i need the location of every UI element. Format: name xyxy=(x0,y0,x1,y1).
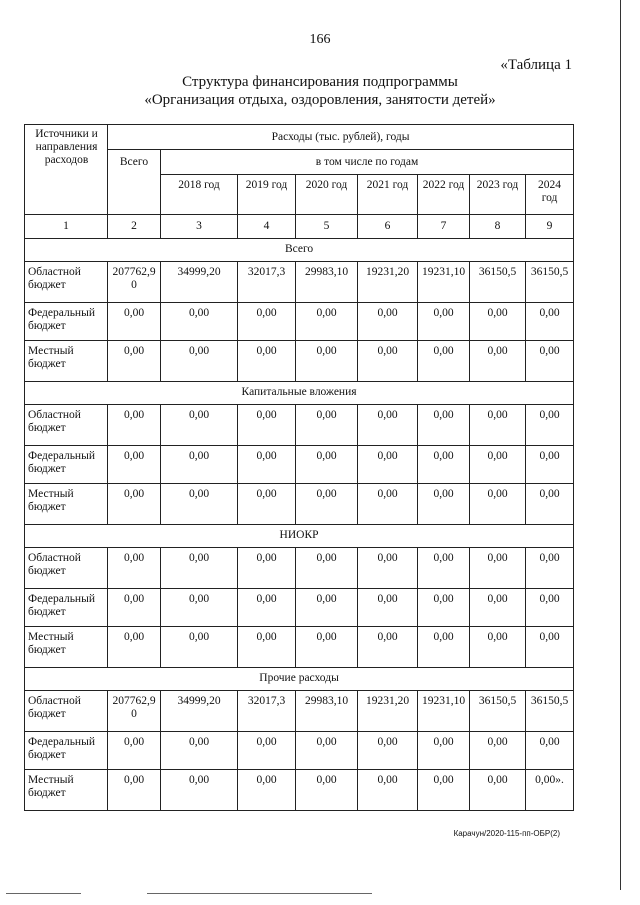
row-label: Федеральный бюджет xyxy=(25,446,108,484)
table-cell: 0,00 xyxy=(470,732,526,770)
title-line-2: «Организация отдыха, оздоровления, занятости детей» xyxy=(144,92,496,108)
table-cell: 0,00 xyxy=(470,627,526,668)
table-cell: 0,00 xyxy=(418,627,470,668)
row-label: Федеральный бюджет xyxy=(25,732,108,770)
table-cell: 0,00 xyxy=(358,548,418,589)
row-label: Федеральный бюджет xyxy=(25,303,108,341)
section-header-row xyxy=(25,382,574,405)
table-cell: 0,00 xyxy=(108,548,161,589)
table-cell: 34999,20 xyxy=(161,691,238,732)
table-cell: 0,00 xyxy=(526,341,574,382)
header-year: 2022 год xyxy=(418,175,470,215)
table-cell: 0,00 xyxy=(418,770,470,811)
header-by-year: в том числе по годам xyxy=(161,150,574,175)
table-cell: 0,00 xyxy=(526,589,574,627)
table-cell: 0,00 xyxy=(526,548,574,589)
table-cell: 0,00 xyxy=(418,303,470,341)
header-year: 2024 год xyxy=(526,175,574,215)
section-title: Капитальные вложения xyxy=(25,382,574,405)
table-cell: 0,00 xyxy=(296,484,358,525)
table-cell: 0,00 xyxy=(358,770,418,811)
table-cell: 0,00 xyxy=(296,303,358,341)
row-label: Областной бюджет xyxy=(25,262,108,303)
table-cell: 0,00 xyxy=(161,341,238,382)
table-cell: 0,00 xyxy=(108,303,161,341)
table-cell: 0,00 xyxy=(358,446,418,484)
table-cell: 0,00 xyxy=(296,405,358,446)
table-row xyxy=(25,303,574,341)
table-cell: 0,00 xyxy=(526,627,574,668)
table-cell: 0,00 xyxy=(161,732,238,770)
section-header-row xyxy=(25,525,574,548)
table-cell: 0,00 xyxy=(418,548,470,589)
table-cell: 19231,20 xyxy=(358,691,418,732)
column-number: 6 xyxy=(358,215,418,239)
column-number: 3 xyxy=(161,215,238,239)
table-cell: 0,00 xyxy=(418,405,470,446)
table-row xyxy=(25,548,574,589)
table-cell: 0,00 xyxy=(418,589,470,627)
header-expenses: Расходы (тыс. рублей), годы xyxy=(108,125,574,150)
table-cell: 0,00 xyxy=(296,627,358,668)
table-cell: 0,00 xyxy=(296,770,358,811)
table-cell: 0,00 xyxy=(238,405,296,446)
table-cell: 0,00 xyxy=(161,446,238,484)
table-cell: 36150,5 xyxy=(526,262,574,303)
table-row xyxy=(25,484,574,525)
table-cell: 0,00 xyxy=(470,341,526,382)
section-header-row xyxy=(25,668,574,691)
table-cell: 0,00 xyxy=(238,548,296,589)
table-cell: 0,00 xyxy=(358,341,418,382)
table-cell: 0,00 xyxy=(526,484,574,525)
header-year: 2020 год xyxy=(296,175,358,215)
table-cell: 29983,10 xyxy=(296,262,358,303)
table-cell: 0,00 xyxy=(108,405,161,446)
table-cell: 0,00 xyxy=(470,589,526,627)
table-cell: 0,00 xyxy=(358,589,418,627)
column-number: 5 xyxy=(296,215,358,239)
table-cell: 0,00 xyxy=(238,770,296,811)
table-row xyxy=(25,446,574,484)
table-cell: 0,00 xyxy=(238,627,296,668)
right-page-rule xyxy=(620,0,621,890)
table-cell: 0,00 xyxy=(358,732,418,770)
table-row xyxy=(25,589,574,627)
table-row xyxy=(25,262,574,303)
table-cell: 0,00 xyxy=(161,548,238,589)
section-title: Прочие расходы xyxy=(25,668,574,691)
table-row xyxy=(25,405,574,446)
document-title xyxy=(0,73,640,109)
table-cell: 0,00 xyxy=(161,627,238,668)
header-row-2 xyxy=(25,150,574,175)
table-cell: 19231,10 xyxy=(418,262,470,303)
header-year: 2023 год xyxy=(470,175,526,215)
table-cell: 0,00 xyxy=(108,627,161,668)
header-year: 2021 год xyxy=(358,175,418,215)
table-cell: 0,00 xyxy=(108,484,161,525)
table-cell: 0,00 xyxy=(161,405,238,446)
table-row xyxy=(25,341,574,382)
column-number: 1 xyxy=(25,215,108,239)
table-cell: 34999,20 xyxy=(161,262,238,303)
table-cell: 0,00 xyxy=(358,303,418,341)
table-cell: 0,00 xyxy=(470,484,526,525)
section-title: Всего xyxy=(25,239,574,262)
table-cell: 0,00 xyxy=(526,405,574,446)
row-label: Местный бюджет xyxy=(25,341,108,382)
table-cell: 0,00 xyxy=(418,341,470,382)
table-cell: 0,00 xyxy=(161,770,238,811)
table-cell: 29983,10 xyxy=(296,691,358,732)
table-cell: 0,00 xyxy=(108,732,161,770)
table-cell: 0,00 xyxy=(238,303,296,341)
row-label: Областной бюджет xyxy=(25,405,108,446)
table-cell: 0,00 xyxy=(296,341,358,382)
scan-artifact-line xyxy=(6,893,81,894)
column-number: 4 xyxy=(238,215,296,239)
table-cell: 0,00 xyxy=(296,548,358,589)
table-cell: 0,00 xyxy=(161,589,238,627)
table-cell: 36150,5 xyxy=(470,691,526,732)
table-cell: 19231,20 xyxy=(358,262,418,303)
column-number: 2 xyxy=(108,215,161,239)
column-number: 7 xyxy=(418,215,470,239)
table-cell: 0,00 xyxy=(470,303,526,341)
table-cell: 0,00 xyxy=(108,446,161,484)
table-row xyxy=(25,691,574,732)
table-cell: 0,00 xyxy=(108,589,161,627)
title-line-1: Структура финансирования подпрограммы xyxy=(182,74,458,90)
table-cell: 0,00 xyxy=(161,303,238,341)
table-cell: 0,00 xyxy=(470,405,526,446)
table-cell: 0,00 xyxy=(526,732,574,770)
table-cell: 0,00 xyxy=(526,303,574,341)
row-label: Федеральный бюджет xyxy=(25,589,108,627)
scan-artifact-line xyxy=(147,893,372,894)
page-number: 166 xyxy=(309,32,331,47)
column-number: 8 xyxy=(470,215,526,239)
table-cell: 0,00 xyxy=(418,732,470,770)
table-cell: 0,00 xyxy=(238,732,296,770)
header-total: Всего xyxy=(108,150,161,215)
table-cell: 0,00 xyxy=(358,627,418,668)
table-cell: 0,00». xyxy=(526,770,574,811)
column-numbers-row xyxy=(25,215,574,239)
footer-code: Карачун/2020-115-пп-ОБР(2) xyxy=(453,829,560,838)
table-cell: 0,00 xyxy=(418,446,470,484)
financing-table xyxy=(24,124,574,811)
table-cell: 32017,3 xyxy=(238,691,296,732)
row-label: Областной бюджет xyxy=(25,548,108,589)
row-label: Местный бюджет xyxy=(25,770,108,811)
row-label: Местный бюджет xyxy=(25,627,108,668)
header-sources: Источники и направления расходов xyxy=(25,125,108,215)
table-body xyxy=(25,125,574,811)
table-cell: 0,00 xyxy=(238,484,296,525)
header-year: 2019 год xyxy=(238,175,296,215)
section-title: НИОКР xyxy=(25,525,574,548)
table-cell: 0,00 xyxy=(238,341,296,382)
table-cell: 19231,10 xyxy=(418,691,470,732)
table-cell: 207762,90 xyxy=(108,691,161,732)
table-cell: 36150,5 xyxy=(470,262,526,303)
table-cell: 0,00 xyxy=(526,446,574,484)
table-cell: 32017,3 xyxy=(238,262,296,303)
table-cell: 0,00 xyxy=(358,405,418,446)
table-cell: 207762,90 xyxy=(108,262,161,303)
table-cell: 0,00 xyxy=(418,484,470,525)
table-cell: 0,00 xyxy=(296,446,358,484)
table-cell: 0,00 xyxy=(470,770,526,811)
table-cell: 0,00 xyxy=(358,484,418,525)
table-cell: 0,00 xyxy=(161,484,238,525)
table-row xyxy=(25,732,574,770)
header-year: 2018 год xyxy=(161,175,238,215)
table-cell: 0,00 xyxy=(108,341,161,382)
table-row xyxy=(25,770,574,811)
table-cell: 0,00 xyxy=(296,732,358,770)
column-number: 9 xyxy=(526,215,574,239)
table-cell: 36150,5 xyxy=(526,691,574,732)
row-label: Местный бюджет xyxy=(25,484,108,525)
table-cell: 0,00 xyxy=(238,589,296,627)
table-cell: 0,00 xyxy=(238,446,296,484)
section-header-row xyxy=(25,239,574,262)
table-cell: 0,00 xyxy=(470,446,526,484)
header-row-1 xyxy=(25,125,574,150)
table-cell: 0,00 xyxy=(108,770,161,811)
table-cell: 0,00 xyxy=(296,589,358,627)
table-row xyxy=(25,627,574,668)
row-label: Областной бюджет xyxy=(25,691,108,732)
table-cell: 0,00 xyxy=(470,548,526,589)
table-reference: «Таблица 1 xyxy=(500,57,572,73)
